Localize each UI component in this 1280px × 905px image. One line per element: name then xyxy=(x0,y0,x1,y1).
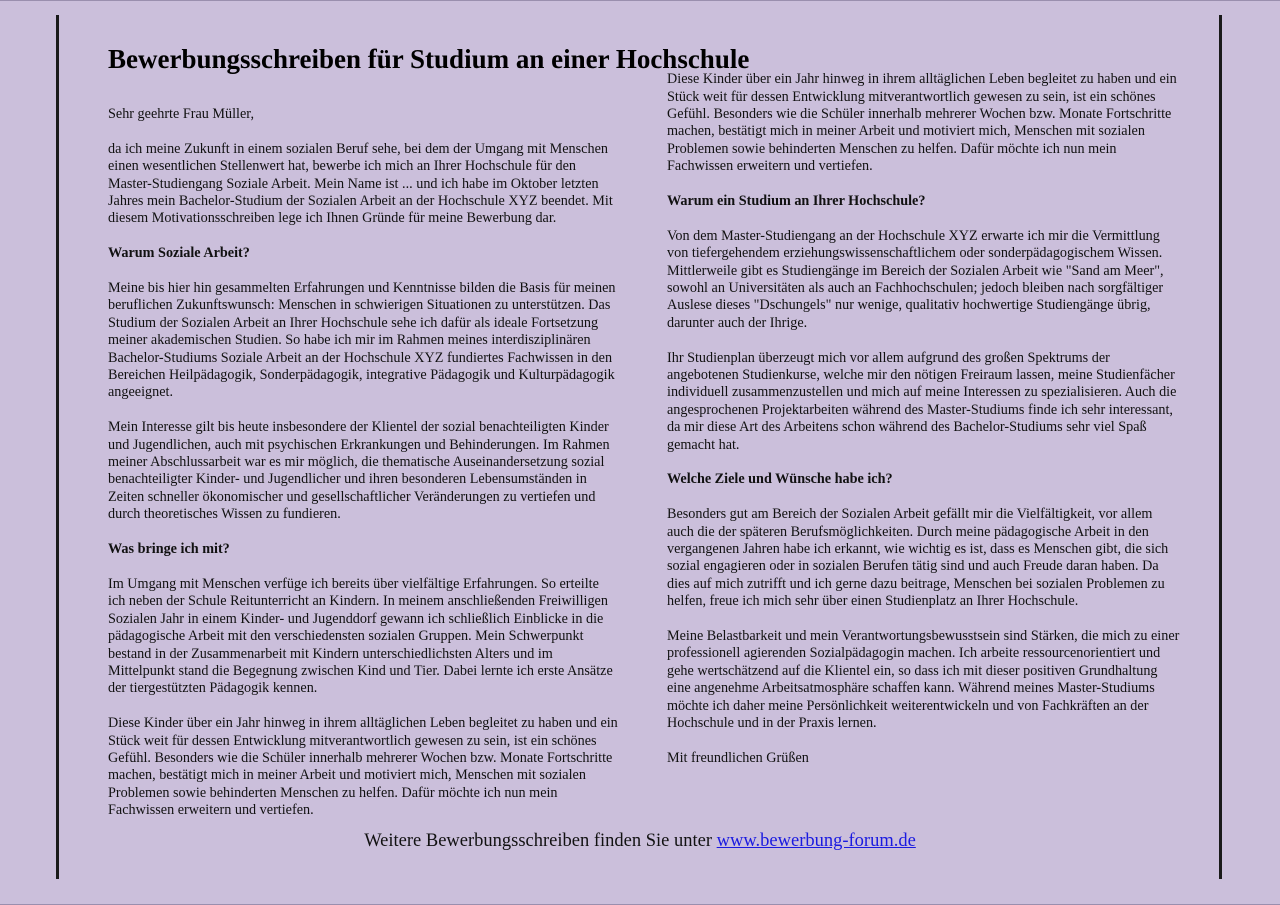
paragraph: Besonders gut am Bereich der Sozialen Arbeit gefällt mir die Vielfältigkeit, vor allem auch die der späteren Berufsmöglichkeiten. Durch meine pädagogische Arbeit in den vergangenen Jahren habe ich erkannt, wie wichtig es ist, dass es Menschen gibt, die sich sozial engagieren oder in sozialen Berufen tätig sind und auch Freude daran haben. Da dies auf mich zutrifft und ich gerne dazu beitrage, Menschen bei sozialen Problemen zu helfen, freue ich mich sehr über einen Studienplatz an Ihrer Hochschule. xyxy=(667,506,1169,610)
section-heading-warum-studium: Warum ein Studium an Ihrer Hochschule? xyxy=(667,192,926,209)
paragraph-continuation xyxy=(667,71,1182,176)
paragraph-continued xyxy=(108,715,618,819)
paragraph: Mein Interesse gilt bis heute insbesondere der Klientel der sozial benachteiligten Kinder und Jugendlichen, auch mit psychischen Erkrankungen und Behinderungen. Im Rahmen meiner Abschlussarbeit war es mir möglich, die thematische Auseinandersetzung sozial benachteiligter Kinder- und Jugendlicher und ihren besonderen Lebensumständen in Zeiten schneller ökonomischer und gesellschaftlicher Veränderungen zu vertiefen und durch theoretisches Wissen zu fundieren. xyxy=(108,419,610,523)
section-heading-was-bringe-ich-mit: Was bringe ich mit? xyxy=(108,541,230,558)
letter-column-left xyxy=(108,106,618,819)
paragraph: Ihr Studienplan überzeugt mich vor allem aufgrund des großen Spektrums der angebotenen Studienkurse, welche mir den nötigen Freiraum lassen, meine Studienfächer individuell zusammenzustellen und mich auf meine Interessen zu spezialisieren. Auch die angesprochenen Projektarbeiten während des Master-Studiums finde ich sehr interessant, da mir diese Art des Arbeitens schon während des Bachelor-Studiums sehr viel Spaß gemacht hat. xyxy=(667,349,1177,453)
paragraph: Von dem Master-Studiengang an der Hochschule XYZ erwarte ich mir die Vermittlung von tiefergehendem erziehungswissenschaftlichem oder sonderpädagogischem Wissen. Mittlerweile gibt es Studiengänge im Bereich der Sozialen Arbeit wie "Sand am Meer", sowohl an Universitäten als auch an Fachhochschulen; jedoch bleiben nach sorgfältiger Auslese dieses "Dschungels" nur wenige, qualitativ hochwertige Studiengänge übrig, darunter auch der Ihrige. xyxy=(667,227,1164,331)
closing: Mit freundlichen Grüßen xyxy=(667,749,809,766)
letter-column-right xyxy=(667,71,1182,785)
section-heading-warum-soziale-arbeit: Warum Soziale Arbeit? xyxy=(108,245,250,262)
salutation: Sehr geehrte Frau Müller, xyxy=(108,106,254,122)
right-vertical-rule xyxy=(1219,15,1222,879)
paragraph-text: Diese Kinder über ein Jahr hinweg in ihrem alltäglichen Leben begleitet zu haben und ein Stück weit für dessen Entwicklung mitverantwortlich gewesen zu sein, ist ein schönes Gefühl. Besonders wie die Schüler innerhalb mehrerer Wochen bzw. Monate Fortschritte machen, bestätigt mich in meiner Arbeit und motiviert mich, Menschen mit sozialen Problemen sowie behinderten Menschen zu helfen. Dafür möchte ich nun mein Fachwissen erweitern und vertiefen. xyxy=(667,71,1177,175)
section-heading-ziele-und-wuensche: Welche Ziele und Wünsche habe ich? xyxy=(667,471,893,488)
intro-paragraph: da ich meine Zukunft in einem sozialen Beruf sehe, bei dem der Umgang mit Menschen einen wesentlichen Stellenwert hat, bewerbe ich mich an Ihrer Hochschule für den Master-Studiengang Soziale Arbeit. Mein Name ist ... und ich habe im Oktober letzten Jahres mein Bachelor-Studium der Sozialen Arbeit an der Hochschule XYZ beendet. Mit diesem Motivationsschreiben lege ich Ihnen Gründe für meine Bewerbung dar. xyxy=(108,140,613,227)
page-title: Bewerbungsschreiben für Studium an einer Hochschule xyxy=(108,44,750,74)
footer xyxy=(0,830,1280,852)
footer-link[interactable]: www.bewerbung-forum.de xyxy=(716,831,916,851)
paragraph: Meine Belastbarkeit und mein Verantwortungsbewusstsein sind Stärken, die mich zu einer professionell agierenden Sozialpädagogin machen. Ich arbeite ressourcenorientiert und gehe wertschätzend auf die Klientel ein, so dass ich mit dieser positiven Grundhaltung eine angenehme Arbeitsatmosphäre schaffen kann. Während meines Master-Studiums möchte ich daher meine Persönlichkeit weiterentwickeln und von Fachkräften an der Hochschule und in der Praxis lernen. xyxy=(667,628,1180,732)
paragraph-text: Diese Kinder über ein Jahr hinweg in ihrem alltäglichen Leben begleitet zu haben und ein Stück weit für dessen Entwicklung mitverantwortlich gewesen zu sein, ist ein schönes Gefühl. Besonders wie die Schüler innerhalb mehrerer Wochen bzw. Monate Fortschritte machen, bestätigt mich in meiner Arbeit und motiviert mich, Menschen mit sozialen Problemen sowie behinderten Menschen zu helfen. Dafür möchte ich nun mein Fachwissen erweitern und vertiefen. xyxy=(108,715,618,819)
top-border xyxy=(0,0,1280,1)
left-vertical-rule xyxy=(56,15,59,879)
paragraph: Im Umgang mit Menschen verfüge ich bereits über vielfältige Erfahrungen. So erteilte ich neben der Schule Reitunterricht an Kindern. In meinem anschließenden Freiwilligen Sozialen Jahr in einem Kinder- und Jugenddorf gewann ich schließlich Einblicke in die pädagogische Arbeit mit den verschiedensten sozialen Gruppen. Mein Schwerpunkt bestand in der Zusammenarbeit mit Kindern unterschiedlichsten Alters und im Mittelpunkt stand die Begegnung zwischen Kind und Tier. Dabei lernte ich erste Ansätze der tiergestützten Pädagogik kennen. xyxy=(108,575,613,697)
footer-text: Weitere Bewerbungsschreiben finden Sie unter xyxy=(364,831,717,851)
paragraph: Meine bis hier hin gesammelten Erfahrungen und Kenntnisse bilden die Basis für meinen beruflichen Zukunftswunsch: Menschen in schwierigen Situationen zu unterstützen. Das Studium der Sozialen Arbeit an Ihrer Hochschule sehe ich dafür als ideale Fortsetzung meiner akademischen Studien. So habe ich mir im Rahmen meines interdisziplinären Bachelor-Studiums Soziale Arbeit an der Hochschule XYZ fundiertes Fachwissen in den Bereichen Heilpädagogik, Sonderpädagogik, integrative Pädagogik und Kulturpädagogik angeeignet. xyxy=(108,280,616,401)
